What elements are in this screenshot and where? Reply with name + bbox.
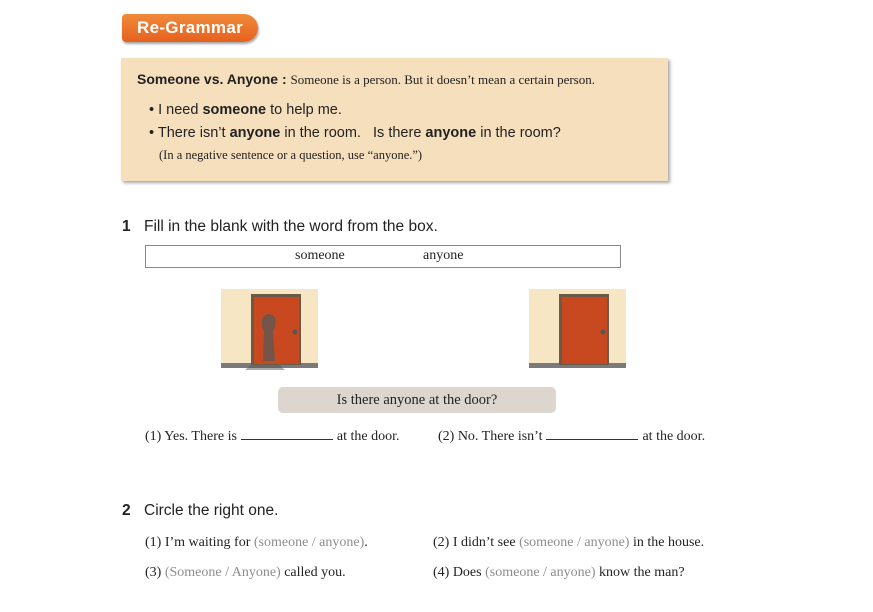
item-text: .	[364, 535, 368, 550]
example-text: • There isn’t	[149, 125, 230, 141]
word-box	[145, 245, 621, 268]
grammar-heading	[137, 71, 595, 88]
choice-option[interactable]: (Someone / Anyone)	[164, 565, 281, 580]
answer-blank[interactable]	[546, 427, 638, 440]
example-text: to help me.	[266, 102, 342, 118]
doorknob-icon	[293, 330, 298, 335]
section-1-instruction: Fill in the blank with the word from the box.	[144, 218, 438, 235]
door-icon	[254, 297, 299, 364]
fill-item-1	[145, 427, 400, 445]
circle-item-2	[433, 535, 704, 551]
example-1	[149, 102, 342, 118]
grammar-note: (In a negative sentence or a question, use “anyone.”)	[159, 148, 423, 162]
doorknob-icon	[601, 330, 606, 335]
item-text: at the door.	[336, 429, 400, 444]
answer-blank[interactable]	[241, 427, 333, 440]
choice-option[interactable]: (someone / anyone)	[485, 565, 596, 580]
question-banner: Is there anyone at the door?	[278, 387, 556, 413]
item-text: (1) Yes. There is	[145, 429, 237, 444]
choice-option[interactable]: (someone / anyone)	[519, 535, 630, 550]
grammar-definition: Someone is a person. But it doesn’t mean a certain person.	[290, 72, 595, 87]
example-text: • I need	[149, 102, 203, 118]
circle-item-4	[433, 565, 685, 581]
circle-item-3	[145, 565, 346, 581]
circle-item-1	[145, 535, 368, 551]
section-2-number: 2	[122, 502, 131, 519]
example-keyword: anyone	[425, 125, 477, 141]
word-option-anyone: anyone	[423, 248, 464, 263]
item-text: (3)	[145, 565, 165, 580]
item-text: (1) I’m waiting for	[145, 535, 254, 550]
door-with-shadow-illustration	[221, 289, 318, 371]
item-text: in the house.	[629, 535, 705, 550]
example-text: in the room. Is there	[280, 125, 426, 141]
door-icon	[562, 297, 607, 364]
word-option-someone: someone	[295, 248, 345, 263]
item-text: called you.	[280, 565, 346, 580]
grammar-title: Someone vs. Anyone :	[137, 71, 287, 87]
empty-door-illustration	[529, 289, 626, 371]
item-text: (4) Does	[433, 565, 486, 580]
example-2	[149, 125, 561, 141]
section-1-number: 1	[122, 218, 131, 235]
item-text: know the man?	[595, 565, 685, 580]
example-text: in the room?	[476, 125, 561, 141]
section-tag: Re-Grammar	[122, 14, 258, 42]
item-text: (2) I didn’t see	[433, 535, 520, 550]
example-keyword: someone	[202, 102, 267, 118]
item-text: at the door.	[642, 429, 706, 444]
choice-option[interactable]: (someone / anyone)	[253, 535, 365, 550]
section-2-instruction: Circle the right one.	[144, 502, 279, 519]
fill-item-2	[438, 427, 705, 445]
example-keyword: anyone	[229, 125, 281, 141]
item-text: (2) No. There isn’t	[438, 429, 543, 444]
